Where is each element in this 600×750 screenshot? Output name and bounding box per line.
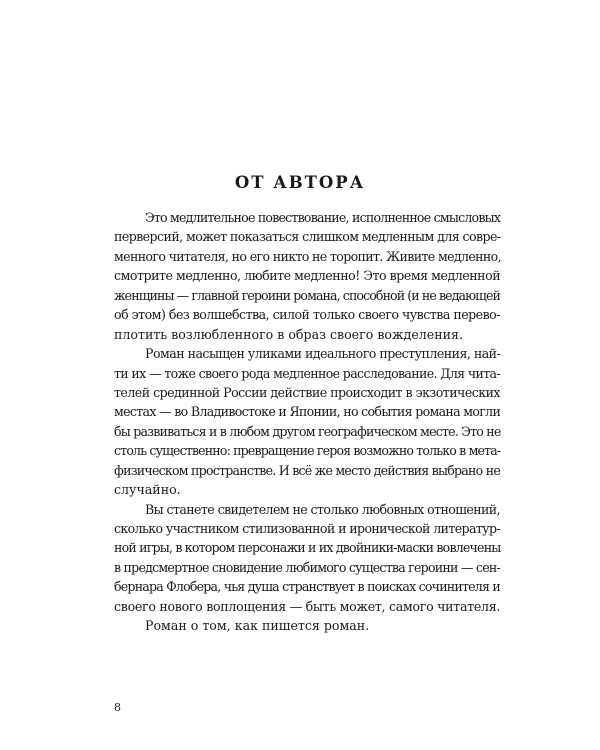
text-line: плотить возлюбленного в образ своего вожделения.: [114, 326, 463, 342]
text-line: ти их — тоже своего рода медленное расследование. Для чита-: [114, 365, 500, 381]
page-title: ОТ АВТОРА: [234, 173, 366, 192]
text-line: бы развиваться и в любом другом географическом месте. Это не: [114, 423, 501, 439]
text-line: Роман о том, как пишется роман.: [145, 618, 370, 634]
text-line: смотрите медленно, любите медленно! Это время медленной: [114, 268, 501, 284]
text-line: об этом) без волшебства, силой только своего чувства перево-: [114, 307, 500, 323]
text-line: местах — во Владивостоке и Японии, но события романа могли: [114, 404, 501, 420]
text-line: сколько участником стилизованной и иронической литератур-: [114, 521, 500, 536]
text-line: менного читателя, но его никто не торопит. Живите медленно,: [114, 248, 501, 264]
text-line: ной игры, в котором персонажи и их двойники-маски вовлечены: [114, 540, 501, 556]
text-line: своего нового воплощения — быть может, самого читателя.: [114, 598, 501, 614]
text-line: физическом пространстве. И всё же место действия выбрано не: [114, 462, 500, 478]
text-line: столь существенно: превращение героя возможно только в мета-: [114, 443, 501, 459]
text-line: женщины — главной героини романа, способной (и не ведающей: [114, 287, 500, 303]
text-line: бернара Флобера, чья душа странствует в поисках сочинителя и: [114, 579, 500, 595]
text-line: телей срединной России действие происходит в экзотических: [114, 384, 500, 400]
text-line: в предсмертное сновидение любимого существа героини — сен-: [114, 559, 500, 575]
text-line: Это медлительное повествование, исполненное смысловых: [145, 210, 501, 225]
text-line: Роман насыщен уликами идеального преступления, най-: [145, 346, 501, 362]
body-text: [114, 208, 500, 636]
text-line: случайно.: [114, 482, 181, 498]
page-number: 8: [114, 701, 121, 714]
text-line: Вы станете свидетелем не столько любовных отношений,: [145, 501, 500, 517]
text-line: перверсий, может показаться слишком медленным для совре-: [114, 229, 501, 245]
